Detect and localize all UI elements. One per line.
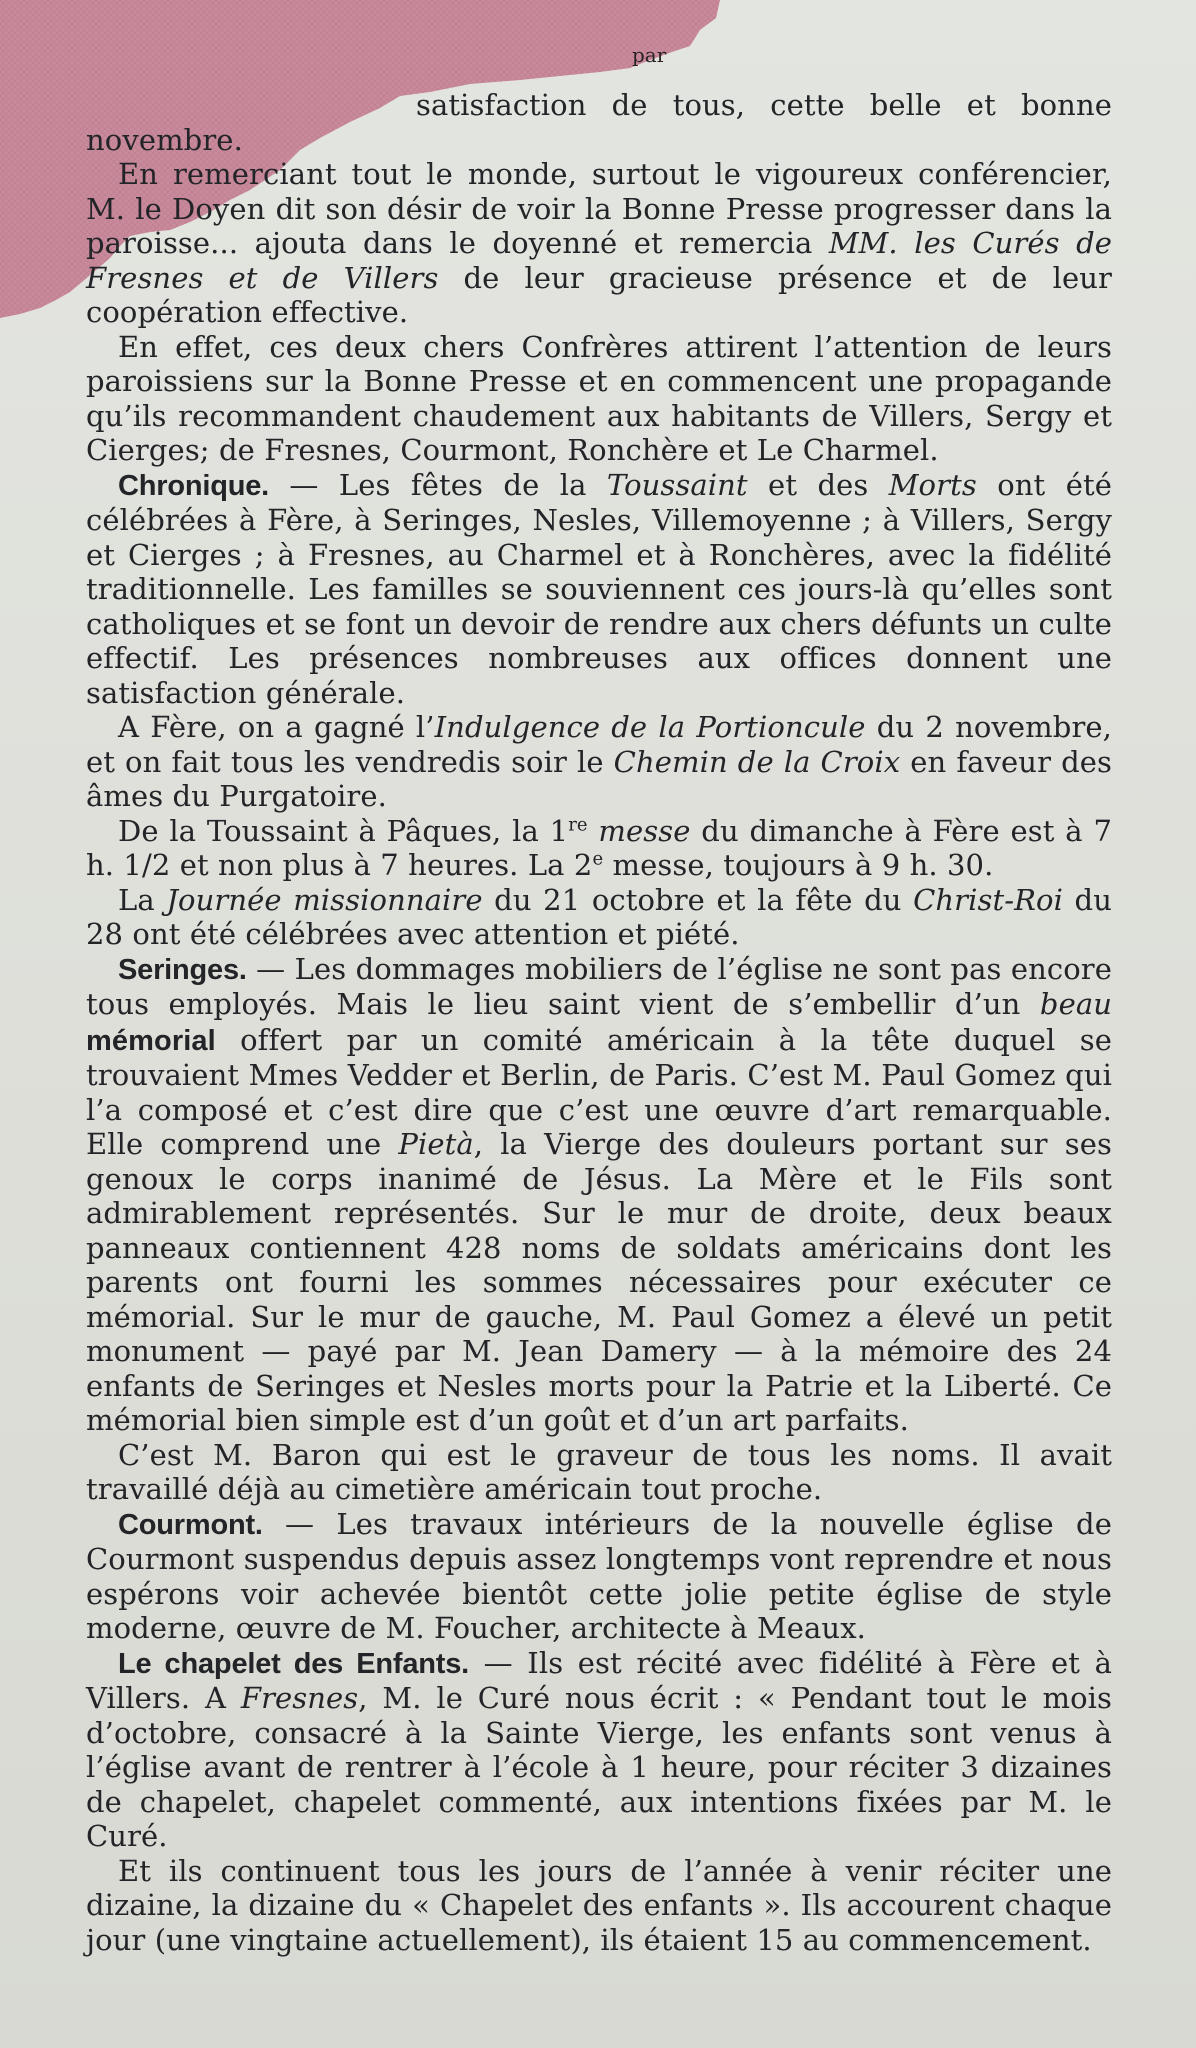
chapelet-italic-fresnes: Fresnes [240, 1681, 359, 1715]
messes-text-c: messe, toujours à 9 h. 30. [603, 848, 994, 882]
paragraph-seringes [86, 952, 1112, 1438]
chronique-text-c: ont été célébrées à Fère, à Seringes, Nesles, Villemoyenne ; à Villers, Sergy et Cierges ; à Fresnes, au Charmel et à Ronchères, avec la fidélité traditionnelle. Les familles se souviennent ces jours-là qu’elles sont catholiques et se font un devoir de rendre aux chers défunts un culte effectif. Les présences nombreuses aux offices donnent une satisfaction générale. [86, 467, 1112, 710]
paragraph-messes [86, 814, 1112, 883]
paragraph-fere-indulgence [86, 710, 1112, 814]
chronique-text-a: — Les fêtes de la [269, 467, 607, 502]
journee-text-b: du 21 octobre et la fête du [482, 882, 914, 917]
paragraph-thanks-text-end: de leur gracieuse présence et de leur coopération effective. [86, 260, 1112, 329]
paragraph-confreres-text: En effet, ces deux chers Confrères attirent l’attention de leurs paroissiens sur la Bonne Presse et en commencent une propagande qu’ils recommandent chaudement aux habitants de Villers, Sergy et Cierges; de Fresnes, Courmont, Ronchère et Le Charmel. [86, 329, 1112, 467]
seringes-text-b: offert par un comité américain à la tête duquel se trouvaient Mmes Vedder et Berlin, de Paris. C’est M. Paul Gomez qui l’a composé et c’est dire que c’est une œuvre d’art remarquable. Elle comprend une [86, 1022, 1112, 1161]
journee-text-c: du 28 ont été célébrées avec attention et piété. [86, 882, 1112, 951]
fere-text-c: en faveur des âmes du Purgatoire. [86, 744, 1112, 813]
courmont-text: — Les travaux intérieurs de la nouvelle église de Courmont suspendus depuis assez longtemps vont reprendre et nous espérons voir achevée bientôt cette jolie petite église de style moderne, œuvre de M. Foucher, architecte à Meaux. [86, 1506, 1112, 1645]
seringes-text-c: , la Vierge des douleurs portant sur ses genoux le corps inanimé de Jésus. La Mère et le Fils sont admirablement représentés. Sur le mur de droite, deux beaux panneaux contiennent 428 noms de soldats américains dont les parents ont fourni les sommes nécessaires pour exécuter ce mémorial. Sur le mur de gauche, M. Paul Gomez a élevé un petit monument — payé par M. Jean Damery — à la mémoire des 24 enfants de Seringes et Nesles morts pour la Patrie et la Liberté. Ce mémorial bien simple est d’un goût et d’un art parfaits. [86, 1127, 1112, 1437]
chronique-italic-morts: Morts [888, 467, 977, 502]
fere-italic-chemin: Chemin de la Croix [613, 744, 901, 779]
christ-roi-italic: Christ-Roi [913, 882, 1063, 917]
journee-text-a: La [118, 882, 167, 917]
heading-chronique: Chronique. [118, 469, 270, 502]
continuent-text: Et ils continuent tous les jours de l’année à venir réciter une dizaine, la dizaine du « Chapelet des enfants ». Ils accourent chaque jour (une vingtaine actuellement), ils étaient 15 au commencement. [86, 1853, 1112, 1957]
heading-courmont: Courmont. [118, 1508, 263, 1541]
chapelet-text-b: , M. le Curé nous écrit : « Pendant tout le mois d’octobre, consacré à la Sainte Vierge, les enfants sont venus à l’église avant de rentrer à l’école à 1 heure, pour réciter 3 dizaines de chapelet, chapelet commenté, aux intentions fixées par M. le Curé. [86, 1681, 1112, 1853]
heading-chapelet: Le chapelet des Enfants. [118, 1647, 470, 1680]
paragraph-thanks [86, 157, 1112, 330]
paragraph-continuent [86, 1854, 1112, 1958]
seringes-italic-beau: beau [1039, 987, 1112, 1021]
article-column [86, 88, 1112, 1957]
messes-text-b: du dimanche à Fère est à 7 h. 1/2 et non plus à 7 heures. La 2 [86, 813, 1113, 882]
chronique-text-b: et des [747, 467, 889, 502]
paragraph-courmont [86, 1507, 1112, 1646]
baron-text: C’est M. Baron qui est le graveur de tous les noms. Il avait travaillé déjà au cimetière américain tout proche. [86, 1437, 1112, 1506]
paragraph-baron [86, 1438, 1112, 1507]
paragraph-chapelet [86, 1646, 1112, 1854]
journee-italic: Journée missionnaire [166, 882, 483, 917]
chapelet-text-a: — Ils est récité avec fidélité à Fère et à Villers. A [86, 1645, 1112, 1715]
seringes-text-a: — Les dommages mobiliers de l’église ne sont pas encore tous employés. Mais le lieu saint vient de s’embellir d’un [86, 951, 1112, 1021]
fere-italic-indulgence: Indulgence de la Portioncule [434, 710, 866, 744]
seringes-bold-memorial: mémorial [86, 1024, 216, 1057]
torn-fragment-text: par [632, 43, 667, 67]
fere-text-b: du 2 novembre, et on fait tous les vendredis soir le [86, 710, 1112, 779]
paragraph-thanks-text: En remerciant tout le monde, surtout le vigoureux conférencier, M. le Doyen dit son désir de voir la Bonne Presse progresser dans la paroisse... ajouta dans le doyenné et remercia [86, 157, 1112, 260]
paragraph-chronique [86, 468, 1112, 711]
paragraph-thanks-italic: MM. les Curés de Fresnes et de Villers [86, 226, 1112, 295]
fere-text-a: A Fère, on a gagné l’ [118, 710, 435, 744]
messes-italic-messe: messe [587, 813, 691, 848]
paragraph-journee-missionnaire [86, 883, 1112, 952]
paragraph-opening [86, 88, 1112, 157]
seringes-italic-pieta: Pietà [398, 1127, 474, 1161]
messes-sup-e: e [592, 848, 604, 870]
heading-seringes: Seringes. [118, 953, 247, 986]
paragraph-opening-text: satisfaction de tous, cette belle et bonne novembre. [86, 88, 1112, 157]
paragraph-confreres [86, 330, 1112, 468]
messes-text-a: De la Toussaint à Pâques, la 1 [118, 813, 569, 848]
messes-sup-re: re [568, 813, 588, 835]
chronique-italic-toussaint: Toussaint [606, 467, 748, 502]
